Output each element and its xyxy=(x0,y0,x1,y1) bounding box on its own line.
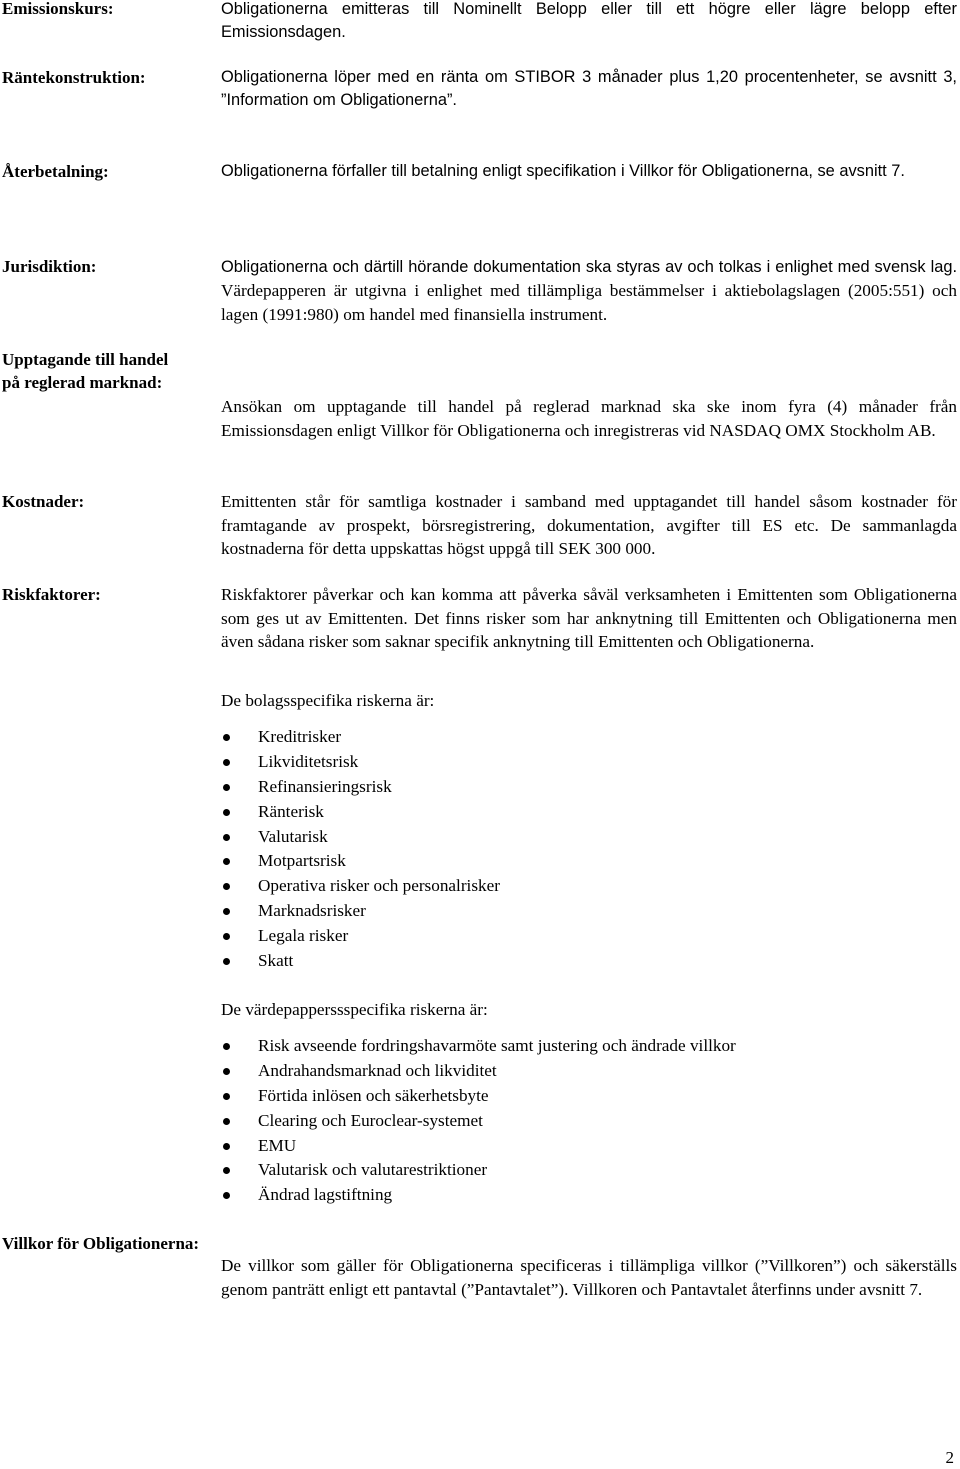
text-riskfaktorer: Riskfaktorer påverkar och kan komma att påverka såväl verksamheten i Emittenten som Obligationerna som ges ut av Emittenten. Det finns risker som har anknytning till Emittenten och Obligationerna men även sådana risker som saknar specifik anknytning till Emittenten och Obligationerna. xyxy=(221,585,957,651)
bullet-icon xyxy=(223,759,230,766)
list-item: Ränterisk xyxy=(221,800,957,825)
security-risks-intro: De värdepapperssspecifika riskerna är: xyxy=(221,1000,488,1019)
list-item: Skatt xyxy=(221,949,957,974)
list-item: Marknadsrisker xyxy=(221,899,957,924)
bullet-icon xyxy=(223,958,230,965)
bullet-icon xyxy=(223,1118,230,1125)
bullet-icon xyxy=(223,1167,230,1174)
list-item: Kreditrisker xyxy=(221,725,957,750)
bullet-icon xyxy=(223,1192,230,1199)
text-kostnader: Emittenten står för samtliga kostnader i samband med upptagandet till handel såsom kostnader för framtagande av prospekt, börsregistrering, dokumentation, avgifter till ES etc. De sammanlagda kostnaderna för detta uppskattas högst uppgå till SEK 300 000. xyxy=(221,492,957,558)
label-upptagande: Upptagande till handel på reglerad marknad: xyxy=(2,350,169,392)
security-risks-list xyxy=(221,1034,957,1208)
bullet-icon xyxy=(223,933,230,940)
text-jurisdiktion-part2: Värdepapperen är utgivna i enlighet med tillämpliga bestämmelser i aktiebolagslagen (2005:551) och lagen (1991:980) om handel med finansiella instrument. xyxy=(221,281,957,324)
label-aterbetalning: Återbetalning: xyxy=(2,162,109,181)
label-emissionskurs: Emissionskurs: xyxy=(2,0,114,18)
bullet-icon xyxy=(223,1093,230,1100)
bullet-icon xyxy=(223,834,230,841)
bullet-icon xyxy=(223,784,230,791)
label-villkor: Villkor för Obligationerna: xyxy=(2,1234,200,1253)
text-rantekonstruktion: Obligationerna löper med en ränta om STIBOR 3 månader plus 1,20 procentenheter, se avsnitt 3, ”Information om Obligationerna”. xyxy=(221,68,957,110)
label-kostnader: Kostnader: xyxy=(2,492,85,511)
bullet-icon xyxy=(223,1068,230,1075)
list-item: Förtida inlösen och säkerhetsbyte xyxy=(221,1084,957,1109)
text-emissionskurs: Obligationerna emitteras till Nominellt Belopp eller till ett högre eller lägre belopp efter Emissionsdagen. xyxy=(221,0,957,42)
bullet-icon xyxy=(223,908,230,915)
bullet-icon xyxy=(223,809,230,816)
list-item: Legala risker xyxy=(221,924,957,949)
bullet-icon xyxy=(223,734,230,741)
list-item: Clearing och Euroclear-systemet xyxy=(221,1109,957,1134)
label-rantekonstruktion: Räntekonstruktion: xyxy=(2,68,146,87)
page-number: 2 xyxy=(945,1448,954,1467)
company-risks-list xyxy=(221,725,957,974)
list-item: Ändrad lagstiftning xyxy=(221,1183,957,1208)
label-jurisdiktion: Jurisdiktion: xyxy=(2,257,97,276)
list-item: Risk avseende fordringshavarmöte samt justering och ändrade villkor xyxy=(221,1034,957,1059)
list-item: EMU xyxy=(221,1134,957,1159)
list-item: Refinansieringsrisk xyxy=(221,775,957,800)
list-item: Valutarisk och valutarestriktioner xyxy=(221,1158,957,1183)
list-item: Likviditetsrisk xyxy=(221,750,957,775)
text-upptagande: Ansökan om upptagande till handel på reglerad marknad ska ske inom fyra (4) månader från Emissionsdagen enligt Villkor för Obligationerna och inregistreras vid NASDAQ OMX Stockholm AB. xyxy=(221,397,957,440)
list-item: Operativa risker och personalrisker xyxy=(221,874,957,899)
text-jurisdiktion-part1: Obligationerna och därtill hörande dokumentation ska styras av och tolkas i enlighet med svensk lag. xyxy=(221,258,957,276)
bullet-icon xyxy=(223,1143,230,1150)
bullet-icon xyxy=(223,883,230,890)
company-risks-intro: De bolagsspecifika riskerna är: xyxy=(221,691,435,710)
bullet-icon xyxy=(223,858,230,865)
bullet-icon xyxy=(223,1043,230,1050)
text-villkor: De villkor som gäller för Obligationerna specificeras i tillämpliga villkor (”Villkoren”) och säkerställs genom panträtt enligt ett pantavtal (”Pantavtalet”). Villkoren och Pantavtalet återfinns under avsnitt 7. xyxy=(221,1256,957,1299)
list-item: Andrahandsmarknad och likviditet xyxy=(221,1059,957,1084)
label-riskfaktorer: Riskfaktorer: xyxy=(2,585,101,604)
text-jurisdiktion xyxy=(221,255,957,326)
list-item: Valutarisk xyxy=(221,825,957,850)
list-item: Motpartsrisk xyxy=(221,849,957,874)
text-aterbetalning: Obligationerna förfaller till betalning enligt specifikation i Villkor för Obligationerna, se avsnitt 7. xyxy=(221,162,905,180)
